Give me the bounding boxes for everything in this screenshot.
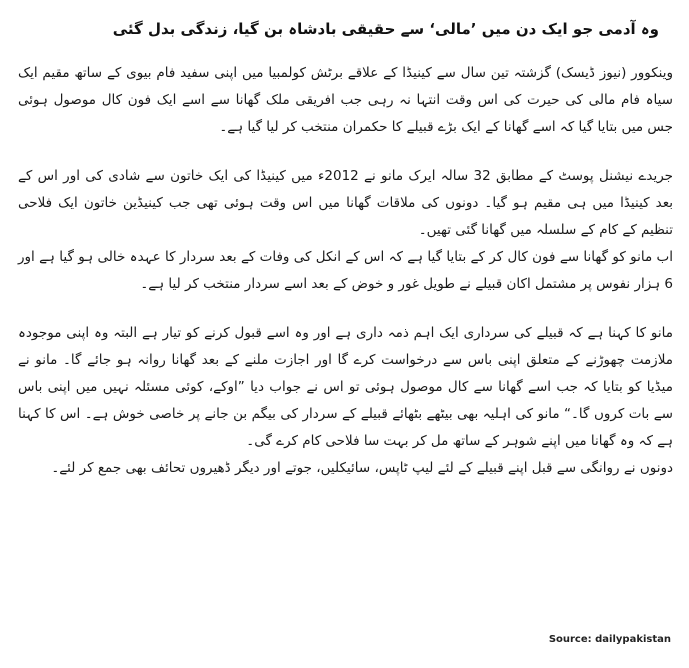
article-paragraph-5: دونوں نے روانگی سے قبل اپنے قبیلے کے لئے لیپ ٹاپس، سائیکلیں، جوتے اور دیگر ڈھیروں تحائف بھی جمع کر لئے۔ (51, 460, 673, 476)
paragraph-spacer (18, 298, 673, 320)
article-headline: وہ آدمی جو ایک دن میں ’مالی‘ سے حقیقی بادشاہ بن گیا، زندگی بدل گئی (112, 20, 659, 38)
source-credit: Source: dailypakistan (548, 634, 671, 645)
article (18, 18, 673, 482)
article-paragraph-3: اب مانو کو گھانا سے فون کال کر کے بتایا گیا ہے کہ اس کے انکل کی وفات کے بعد سردار کا عہدہ خالی ہو گیا ہے اور 6 ہزار نفوس پر مشتمل اکان قبیلے نے طویل غور و خوض کے بعد اسے سردار منتخب کر لیا ہے۔ (18, 249, 673, 292)
article-paragraph-1: وینکوور (نیوز ڈیسک) گزشتہ تین سال سے کینیڈا کے علاقے برٹش کولمبیا میں اپنی سفید فام بیوی کے ساتھ مقیم ایک سیاہ فام مالی کی حیرت کی اس وقت انتہا نہ رہی جب افریقی ملک گھانا سے اسے ایک فون کال موصول ہوئی جس میں بتایا گیا کہ اسے گھانا کے ایک بڑے قبیلے کا حکمران منتخب کر لیا گیا ہے۔ (18, 65, 673, 135)
paragraph-spacer (18, 141, 673, 163)
article-paragraph-4: مانو کا کہنا ہے کہ قبیلے کی سرداری ایک اہم ذمہ داری ہے اور وہ اسے قبول کرنے کو تیار ہے البتہ وہ اپنی موجودہ ملازمت چھوڑنے کے متعلق اپنی باس سے درخواست کرے گا اور اجازت ملنے کے بعد گھانا روانہ ہو جائے گا۔ مانو نے میڈیا کو بتایا کہ جب اسے گھانا سے کال موصول ہوئی تو اس نے جواب دیا ”اوکے، کوئی مسئلہ نہیں میں اپنی باس سے بات کروں گا۔“ مانو کی اہلیہ بھی بیٹھے بٹھائے قبیلے کے سردار کی بیگم بن جانے پر خاصی خوش ہے۔ اس کا کہنا ہے کہ وہ گھانا میں اپنے شوہر کے ساتھ مل کر بہت سا فلاحی کام کرے گی۔ (18, 325, 673, 449)
article-paragraph-2: جریدے نیشنل پوسٹ کے مطابق 32 سالہ ایرک مانو نے 2012ء میں کینیڈا کی ایک خاتون سے شادی کی اور اس کے بعد کینیڈا میں ہی مقیم ہو گیا۔ دونوں کی ملاقات گھانا میں اس وقت ہوئی تھی جب کینیڈین خاتون ایک فلاحی تنظیم کے کام کے سلسلہ میں گھانا گئی تھیں۔ (18, 168, 673, 238)
